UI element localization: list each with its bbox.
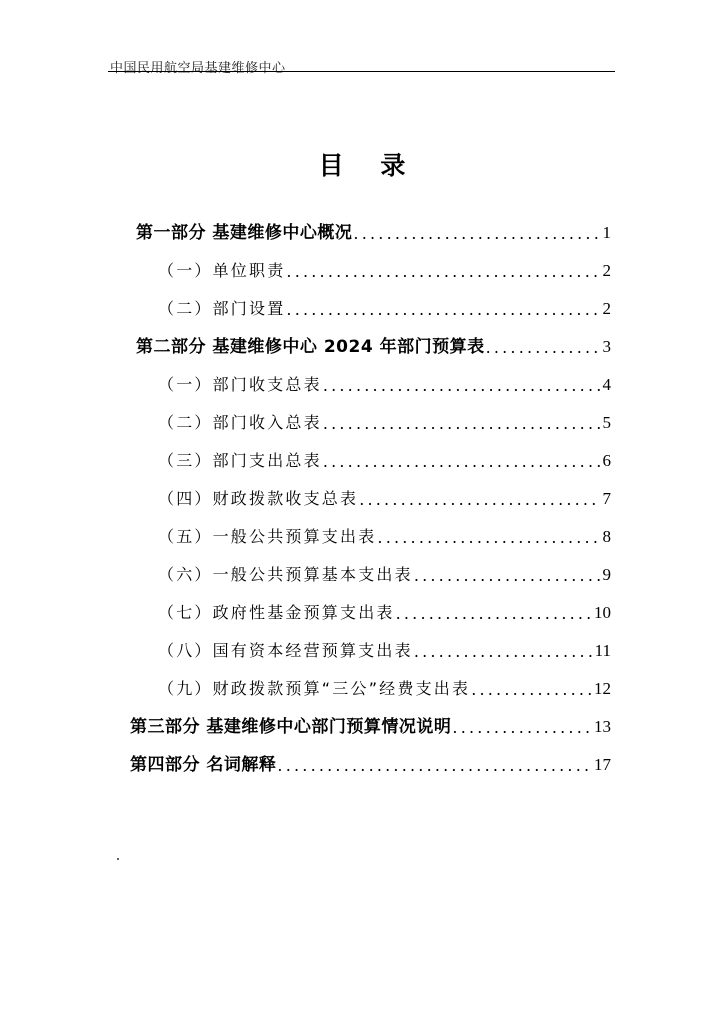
toc-entry-page: 10 [594, 603, 611, 622]
toc-entry-label: （一）单位职责 [158, 261, 286, 280]
toc-entry-page: 8 [602, 527, 611, 546]
toc-leader-dots [358, 490, 600, 509]
toc-entry-label: （一）部门收支总表 [158, 375, 322, 394]
page-title: 目 录 [318, 151, 420, 180]
toc-entry-page: 2 [602, 299, 611, 318]
toc-entry-label: （八）国有资本经营预算支出表 [158, 641, 413, 660]
toc-entry[interactable] [158, 629, 611, 661]
toc-entry-label: 第一部分 基建维修中心概况 [136, 223, 353, 243]
toc-entry-page: 17 [594, 755, 611, 774]
toc-entry-label: （五）一般公共预算支出表 [158, 527, 377, 546]
toc-leader-dots [322, 414, 601, 433]
toc-entry-page: 12 [594, 679, 611, 698]
toc-entry-label: 第三部分 基建维修中心部门预算情况说明 [130, 717, 452, 737]
toc-leader-dots [285, 300, 600, 319]
toc-entry-label: （三）部门支出总表 [158, 451, 322, 470]
toc-entry[interactable] [136, 325, 611, 357]
toc-leader-dots [322, 376, 601, 395]
toc-leader-dots [352, 224, 600, 243]
toc-leader-dots [413, 566, 601, 585]
toc-entry-label: （二）部门设置 [158, 299, 286, 318]
toc-entry-label: 第二部分 基建维修中心 2024 年部门预算表 [136, 337, 485, 357]
toc-entry[interactable] [158, 249, 611, 281]
toc-entry[interactable] [130, 705, 611, 737]
toc-entry-page: 2 [602, 261, 611, 280]
toc-entry[interactable] [158, 515, 611, 547]
toc-entry-label: （九）财政拨款预算“三公”经费支出表 [158, 679, 471, 698]
toc-entry-page: 1 [602, 223, 611, 242]
toc-entry-page: 9 [602, 565, 611, 584]
toc-entry-page: 7 [602, 489, 611, 508]
toc-leader-dots [285, 262, 600, 281]
toc-leader-dots [322, 452, 601, 471]
toc-entry-label: 第四部分 名词解释 [130, 755, 277, 775]
toc-entry-page: 3 [602, 337, 611, 356]
header-rule [108, 71, 615, 72]
toc-entry-label: （二）部门收入总表 [158, 413, 322, 432]
toc-entry-label: （六）一般公共预算基本支出表 [158, 565, 413, 584]
toc-entry-page: 6 [602, 451, 611, 470]
toc-entry[interactable] [158, 287, 611, 319]
toc-entry[interactable] [158, 667, 611, 699]
toc-leader-dots [451, 718, 592, 737]
toc-leader-dots [376, 528, 600, 547]
toc-entry[interactable] [158, 363, 611, 395]
toc-entry-page: 4 [602, 375, 611, 394]
toc-entry[interactable] [136, 211, 611, 243]
toc-entry[interactable] [158, 401, 611, 433]
toc-entry-label: （四）财政拨款收支总表 [158, 489, 359, 508]
toc-leader-dots [276, 756, 592, 775]
toc-leader-dots [413, 642, 593, 661]
toc-entry[interactable] [158, 553, 611, 585]
toc-leader-dots [485, 338, 601, 357]
toc-leader-dots [470, 680, 592, 699]
toc-entry[interactable] [158, 591, 611, 623]
toc-entry[interactable] [130, 743, 611, 775]
toc-entry-page: 5 [602, 413, 611, 432]
stray-mark [117, 858, 119, 860]
toc-leader-dots [395, 604, 592, 623]
toc-entry-label: （七）政府性基金预算支出表 [158, 603, 395, 622]
toc-entry-page: 11 [594, 641, 611, 660]
toc-entry[interactable] [158, 439, 611, 471]
toc-entry-page: 13 [594, 717, 611, 736]
toc-entry[interactable] [158, 477, 611, 509]
running-header: 中国民用航空局基建维修中心 [110, 61, 286, 76]
